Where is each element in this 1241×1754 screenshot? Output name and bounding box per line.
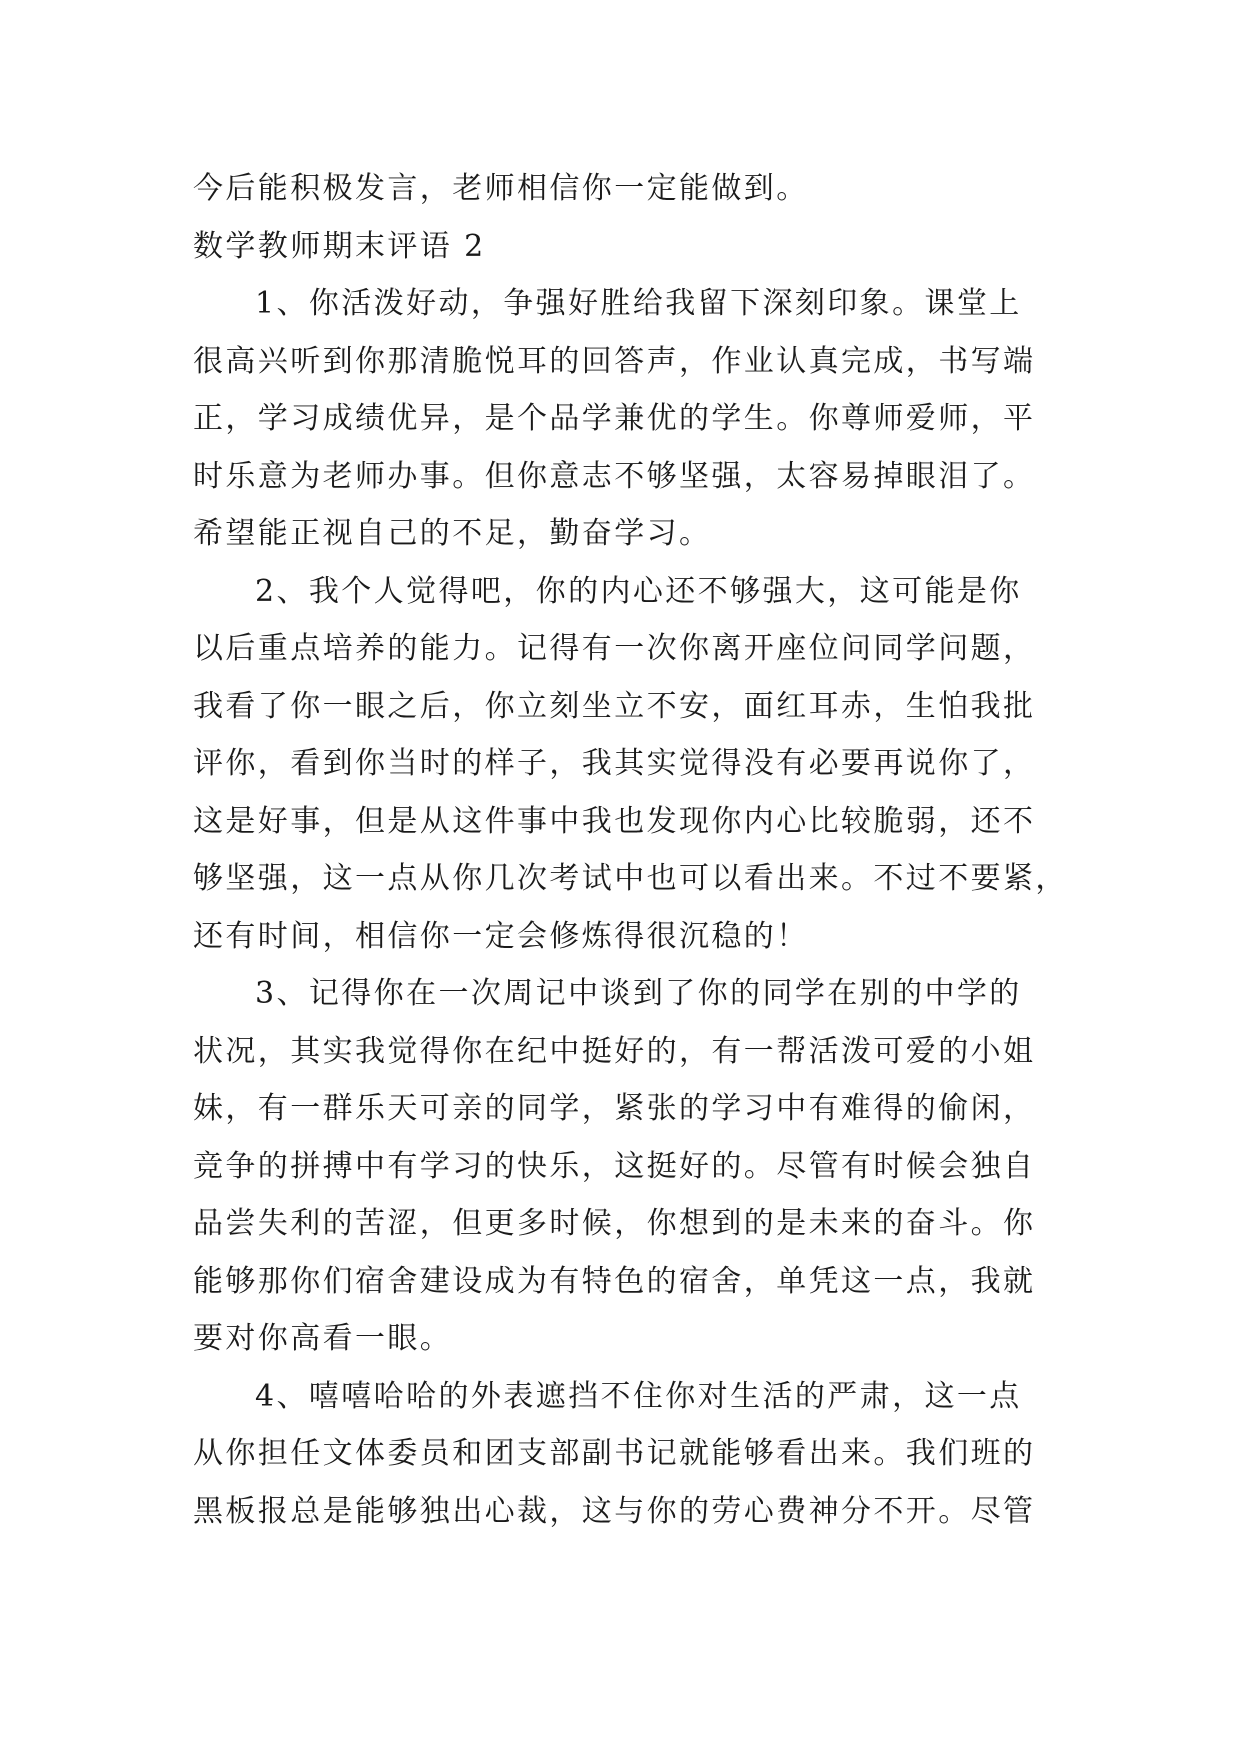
text-line: 黑板报总是能够独出心裁，这与你的劳心费神分不开。尽管 — [193, 1493, 1036, 1529]
section-heading: 数学教师期末评语 2 — [193, 228, 486, 264]
text-line: 我看了你一眼之后，你立刻坐立不安，面红耳赤，生怕我批 — [193, 688, 1036, 724]
text-line: 竞争的拼搏中有学习的快乐，这挺好的。尽管有时候会独自 — [193, 1148, 1036, 1184]
text-line: 品尝失利的苦涩，但更多时候，你想到的是未来的奋斗。你 — [193, 1206, 1036, 1241]
text-line: 能够那你们宿舍建设成为有特色的宿舍，单凭这一点，我就 — [193, 1263, 1036, 1299]
text-line: 要对你高看一眼。 — [193, 1321, 453, 1356]
text-line: 从你担任文体委员和团支部副书记就能够看出来。我们班的 — [193, 1436, 1036, 1471]
text-line: 很高兴听到你那清脆悦耳的回答声，作业认真完成，书写端 — [193, 343, 1036, 379]
text-line: 今后能积极发言，老师相信你一定能做到。 — [193, 171, 809, 206]
text-line: 状况，其实我觉得你在纪中挺好的，有一帮活泼可爱的小姐 — [193, 1033, 1036, 1069]
text-line: 希望能正视自己的不足，勤奋学习。 — [193, 516, 712, 551]
paragraph-start-line: 1、你活泼好动，争强好胜给我留下深刻印象。课堂上 — [255, 286, 1022, 321]
text-line: 够坚强，这一点从你几次考试中也可以看出来。不过不要紧， — [193, 861, 1068, 896]
text-line: 时乐意为老师办事。但你意志不够坚强，太容易掉眼泪了。 — [193, 458, 1036, 494]
document-body — [193, 160, 1073, 1540]
text-line: 还有时间，相信你一定会修炼得很沉稳的！ — [193, 918, 809, 954]
text-line: 评你，看到你当时的样子，我其实觉得没有必要再说你了， — [193, 746, 1036, 781]
text-line: 这是好事，但是从这件事中我也发现你内心比较脆弱，还不 — [193, 803, 1036, 839]
text-line: 以后重点培养的能力。记得有一次你离开座位问同学问题， — [193, 631, 1036, 666]
paragraph-start-line: 4、嘻嘻哈哈的外表遮挡不住你对生活的严肃，这一点 — [255, 1378, 1022, 1414]
paragraph-start-line: 2、我个人觉得吧，你的内心还不够强大，这可能是你 — [255, 573, 1022, 609]
text-line: 妹，有一群乐天可亲的同学，紧张的学习中有难得的偷闲， — [193, 1091, 1036, 1126]
paragraph-start-line: 3、记得你在一次周记中谈到了你的同学在别的中学的 — [255, 976, 1022, 1011]
text-line: 正，学习成绩优异，是个品学兼优的学生。你尊师爱师，平 — [193, 401, 1036, 436]
